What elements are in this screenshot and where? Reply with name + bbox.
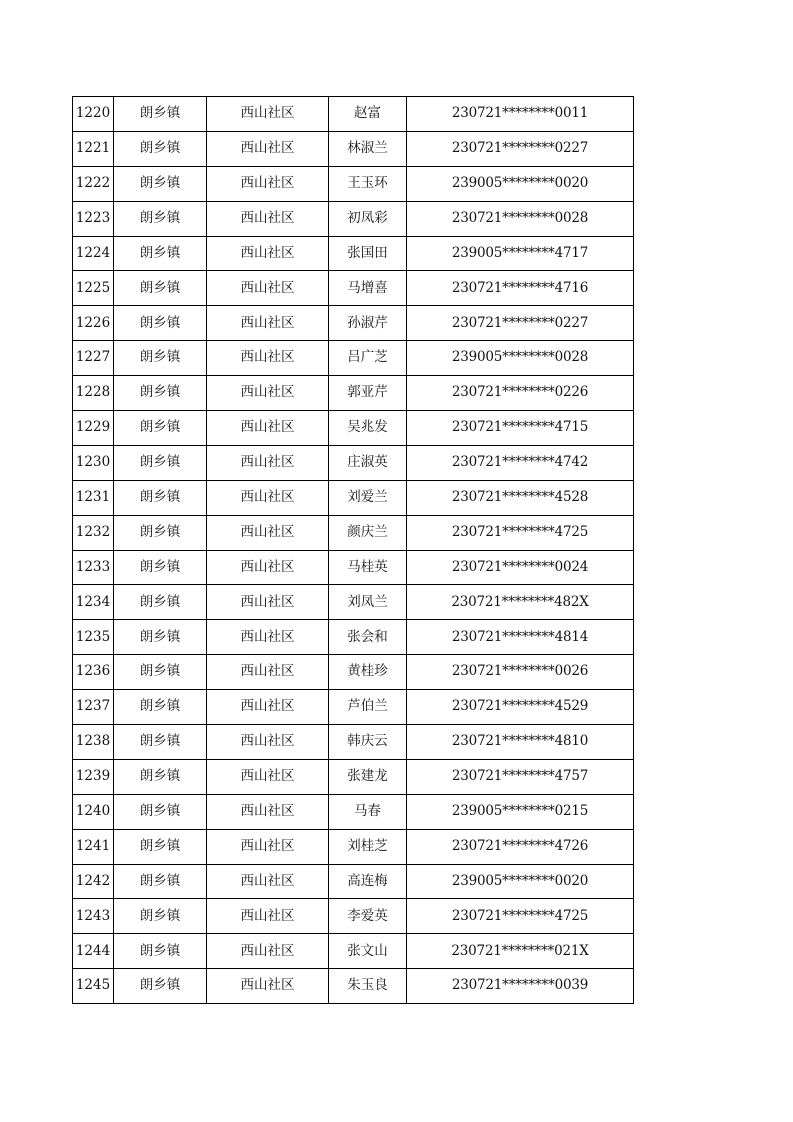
person-name-cell: 林淑兰 (329, 131, 407, 166)
community-cell: 西山社区 (207, 515, 329, 550)
person-name-cell: 李爱英 (329, 899, 407, 934)
town-cell: 朗乡镇 (114, 655, 207, 690)
row-number-cell: 1236 (73, 655, 114, 690)
table-row (73, 271, 634, 306)
person-name-cell: 芦伯兰 (329, 690, 407, 725)
row-number-cell: 1234 (73, 585, 114, 620)
id-number-cell: 230721********4725 (407, 515, 634, 550)
town-cell: 朗乡镇 (114, 864, 207, 899)
row-number-cell: 1223 (73, 201, 114, 236)
row-number-cell: 1221 (73, 131, 114, 166)
town-cell: 朗乡镇 (114, 236, 207, 271)
town-cell: 朗乡镇 (114, 341, 207, 376)
id-number-cell: 230721********0039 (407, 969, 634, 1004)
town-cell: 朗乡镇 (114, 585, 207, 620)
person-name-cell: 张会和 (329, 620, 407, 655)
person-name-cell: 孙淑芹 (329, 306, 407, 341)
id-number-cell: 230721********4725 (407, 899, 634, 934)
id-number-cell: 230721********0227 (407, 131, 634, 166)
town-cell: 朗乡镇 (114, 271, 207, 306)
id-number-cell: 239005********0215 (407, 794, 634, 829)
person-name-cell: 庄淑英 (329, 445, 407, 480)
person-name-cell: 张国田 (329, 236, 407, 271)
row-number-cell: 1220 (73, 97, 114, 132)
community-cell: 西山社区 (207, 201, 329, 236)
id-number-cell: 230721********4715 (407, 411, 634, 446)
town-cell: 朗乡镇 (114, 131, 207, 166)
table-row (73, 725, 634, 760)
id-number-cell: 230721********0028 (407, 201, 634, 236)
community-cell: 西山社区 (207, 969, 329, 1004)
id-number-cell: 230721********4810 (407, 725, 634, 760)
row-number-cell: 1232 (73, 515, 114, 550)
community-cell: 西山社区 (207, 166, 329, 201)
community-cell: 西山社区 (207, 131, 329, 166)
table-row (73, 690, 634, 725)
person-name-cell: 朱玉良 (329, 969, 407, 1004)
row-number-cell: 1222 (73, 166, 114, 201)
table-row (73, 515, 634, 550)
person-name-cell: 郭亚芹 (329, 376, 407, 411)
community-cell: 西山社区 (207, 759, 329, 794)
community-cell: 西山社区 (207, 829, 329, 864)
community-cell: 西山社区 (207, 480, 329, 515)
town-cell: 朗乡镇 (114, 759, 207, 794)
town-cell: 朗乡镇 (114, 166, 207, 201)
table-row (73, 550, 634, 585)
community-cell: 西山社区 (207, 620, 329, 655)
community-cell: 西山社区 (207, 725, 329, 760)
town-cell: 朗乡镇 (114, 829, 207, 864)
row-number-cell: 1239 (73, 759, 114, 794)
id-number-cell: 230721********0024 (407, 550, 634, 585)
town-cell: 朗乡镇 (114, 445, 207, 480)
table-row (73, 480, 634, 515)
table-row (73, 899, 634, 934)
person-name-cell: 吕广芝 (329, 341, 407, 376)
person-name-cell: 刘凤兰 (329, 585, 407, 620)
table-row (73, 934, 634, 969)
community-cell: 西山社区 (207, 690, 329, 725)
row-number-cell: 1233 (73, 550, 114, 585)
table-row (73, 445, 634, 480)
person-name-cell: 刘爱兰 (329, 480, 407, 515)
row-number-cell: 1245 (73, 969, 114, 1004)
row-number-cell: 1226 (73, 306, 114, 341)
community-cell: 西山社区 (207, 445, 329, 480)
roster-table (72, 96, 634, 1004)
table-row (73, 376, 634, 411)
table-row (73, 97, 634, 132)
person-name-cell: 赵富 (329, 97, 407, 132)
table-row (73, 969, 634, 1004)
id-number-cell: 230721********0227 (407, 306, 634, 341)
id-number-cell: 230721********0226 (407, 376, 634, 411)
roster-table-body (73, 97, 634, 1004)
community-cell: 西山社区 (207, 585, 329, 620)
row-number-cell: 1231 (73, 480, 114, 515)
id-number-cell: 239005********0028 (407, 341, 634, 376)
row-number-cell: 1225 (73, 271, 114, 306)
community-cell: 西山社区 (207, 376, 329, 411)
row-number-cell: 1237 (73, 690, 114, 725)
id-number-cell: 230721********4757 (407, 759, 634, 794)
community-cell: 西山社区 (207, 899, 329, 934)
town-cell: 朗乡镇 (114, 969, 207, 1004)
town-cell: 朗乡镇 (114, 934, 207, 969)
table-row (73, 306, 634, 341)
town-cell: 朗乡镇 (114, 411, 207, 446)
person-name-cell: 马春 (329, 794, 407, 829)
table-row (73, 166, 634, 201)
id-number-cell: 230721********4814 (407, 620, 634, 655)
row-number-cell: 1229 (73, 411, 114, 446)
community-cell: 西山社区 (207, 864, 329, 899)
table-row (73, 585, 634, 620)
row-number-cell: 1227 (73, 341, 114, 376)
id-number-cell: 239005********4717 (407, 236, 634, 271)
table-row (73, 620, 634, 655)
person-name-cell: 吴兆发 (329, 411, 407, 446)
id-number-cell: 239005********0020 (407, 864, 634, 899)
id-number-cell: 230721********4716 (407, 271, 634, 306)
town-cell: 朗乡镇 (114, 690, 207, 725)
id-number-cell: 230721********4726 (407, 829, 634, 864)
person-name-cell: 马桂英 (329, 550, 407, 585)
id-number-cell: 230721********4742 (407, 445, 634, 480)
id-number-cell: 230721********4528 (407, 480, 634, 515)
town-cell: 朗乡镇 (114, 376, 207, 411)
person-name-cell: 颜庆兰 (329, 515, 407, 550)
community-cell: 西山社区 (207, 411, 329, 446)
person-name-cell: 张建龙 (329, 759, 407, 794)
person-name-cell: 黄桂珍 (329, 655, 407, 690)
person-name-cell: 刘桂芝 (329, 829, 407, 864)
table-row (73, 864, 634, 899)
table-row (73, 201, 634, 236)
person-name-cell: 马增喜 (329, 271, 407, 306)
person-name-cell: 王玉环 (329, 166, 407, 201)
community-cell: 西山社区 (207, 236, 329, 271)
table-row (73, 411, 634, 446)
town-cell: 朗乡镇 (114, 725, 207, 760)
person-name-cell: 初凤彩 (329, 201, 407, 236)
row-number-cell: 1235 (73, 620, 114, 655)
person-name-cell: 韩庆云 (329, 725, 407, 760)
row-number-cell: 1224 (73, 236, 114, 271)
table-row (73, 829, 634, 864)
row-number-cell: 1241 (73, 829, 114, 864)
table-row (73, 794, 634, 829)
community-cell: 西山社区 (207, 97, 329, 132)
table-row (73, 236, 634, 271)
table-row (73, 759, 634, 794)
town-cell: 朗乡镇 (114, 201, 207, 236)
community-cell: 西山社区 (207, 655, 329, 690)
community-cell: 西山社区 (207, 271, 329, 306)
id-number-cell: 230721********482X (407, 585, 634, 620)
community-cell: 西山社区 (207, 934, 329, 969)
id-number-cell: 239005********0020 (407, 166, 634, 201)
table-row (73, 131, 634, 166)
town-cell: 朗乡镇 (114, 550, 207, 585)
row-number-cell: 1240 (73, 794, 114, 829)
town-cell: 朗乡镇 (114, 620, 207, 655)
id-number-cell: 230721********4529 (407, 690, 634, 725)
row-number-cell: 1238 (73, 725, 114, 760)
community-cell: 西山社区 (207, 341, 329, 376)
community-cell: 西山社区 (207, 550, 329, 585)
town-cell: 朗乡镇 (114, 515, 207, 550)
table-row (73, 341, 634, 376)
person-name-cell: 张文山 (329, 934, 407, 969)
community-cell: 西山社区 (207, 306, 329, 341)
row-number-cell: 1242 (73, 864, 114, 899)
id-number-cell: 230721********0026 (407, 655, 634, 690)
row-number-cell: 1244 (73, 934, 114, 969)
table-row (73, 655, 634, 690)
row-number-cell: 1243 (73, 899, 114, 934)
town-cell: 朗乡镇 (114, 899, 207, 934)
town-cell: 朗乡镇 (114, 794, 207, 829)
row-number-cell: 1228 (73, 376, 114, 411)
community-cell: 西山社区 (207, 794, 329, 829)
id-number-cell: 230721********021X (407, 934, 634, 969)
town-cell: 朗乡镇 (114, 306, 207, 341)
person-name-cell: 高连梅 (329, 864, 407, 899)
id-number-cell: 230721********0011 (407, 97, 634, 132)
town-cell: 朗乡镇 (114, 97, 207, 132)
town-cell: 朗乡镇 (114, 480, 207, 515)
row-number-cell: 1230 (73, 445, 114, 480)
